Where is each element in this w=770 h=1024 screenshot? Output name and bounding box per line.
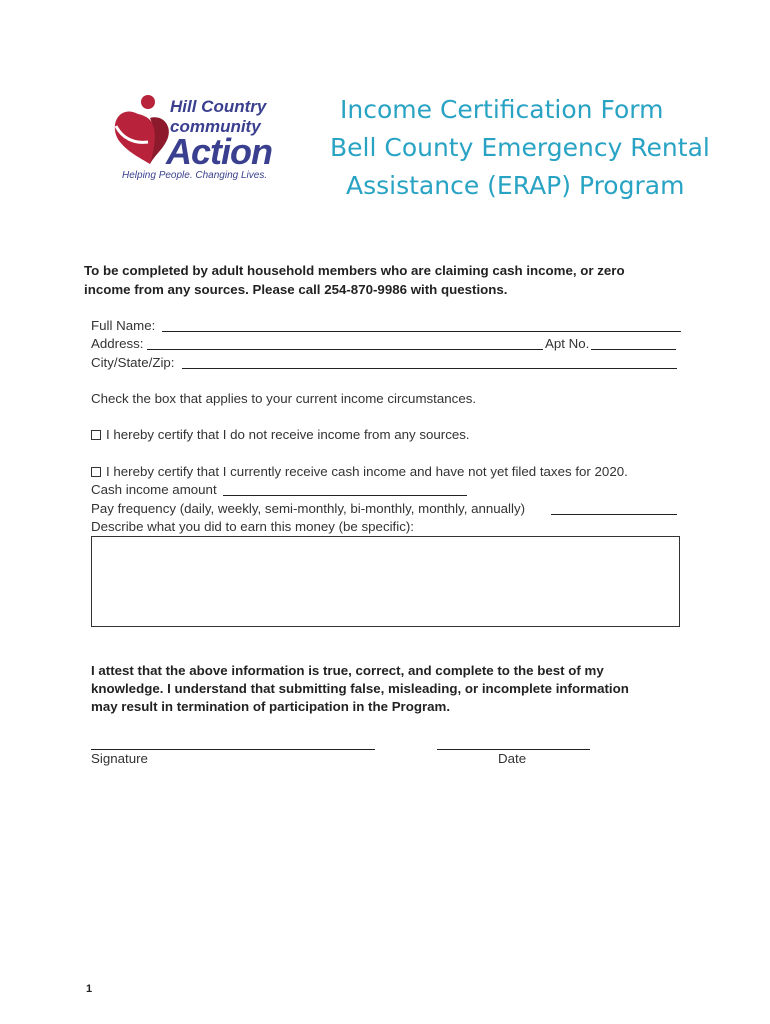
describe-textarea[interactable]	[91, 536, 680, 627]
form-title: Income Certification Form	[340, 95, 664, 124]
program-title-line1: Bell County Emergency Rental	[330, 133, 710, 162]
logo-head-icon	[141, 95, 155, 109]
cash-income-option-label: I hereby certify that I currently receive cash income and have not yet filed taxes for 2020.	[106, 464, 628, 479]
intro-text-line2: income from any sources. Please call 254-870-9986 with questions.	[84, 282, 508, 297]
cash-income-option	[91, 464, 628, 479]
signature-field[interactable]	[91, 737, 375, 750]
logo-text-line3: Action	[166, 131, 272, 172]
logo-heart-icon	[115, 112, 157, 164]
address-field[interactable]	[147, 336, 543, 350]
apt-label: Apt No.	[545, 336, 590, 351]
intro-text-line1: To be completed by adult household members who are claiming cash income, or zero	[84, 263, 625, 278]
page-number: 1	[86, 983, 93, 995]
city-state-zip-label: City/State/Zip:	[91, 355, 175, 370]
apt-field[interactable]	[591, 336, 676, 350]
signature-label: Signature	[91, 751, 148, 766]
organization-logo	[108, 92, 290, 182]
date-label: Date	[498, 751, 527, 766]
program-title-line2: Assistance (ERAP) Program	[346, 171, 685, 200]
address-label: Address:	[91, 336, 144, 351]
city-state-zip-field[interactable]	[182, 355, 677, 369]
logo-text-line2: community	[170, 117, 261, 136]
attest-text-line3: may result in termination of participation in the Program.	[91, 699, 451, 714]
cash-amount-field[interactable]	[223, 482, 467, 496]
no-income-checkbox[interactable]	[91, 430, 101, 440]
attest-text-line1: I attest that the above information is true, correct, and complete to the best of my	[91, 663, 604, 678]
full-name-field[interactable]	[162, 318, 681, 332]
describe-label: Describe what you did to earn this money (be specific):	[91, 519, 414, 534]
check-instruction: Check the box that applies to your current income circumstances.	[91, 391, 477, 406]
logo-text-line1: Hill Country	[170, 97, 267, 116]
date-field[interactable]	[437, 737, 590, 750]
no-income-option	[91, 427, 470, 442]
cash-income-checkbox[interactable]	[91, 467, 101, 477]
full-name-label: Full Name:	[91, 318, 156, 333]
attest-text-line2: knowledge. I understand that submitting false, misleading, or incomplete information	[91, 681, 629, 696]
pay-frequency-field[interactable]	[551, 501, 677, 515]
logo-tagline: Helping People. Changing Lives.	[122, 170, 268, 181]
cash-amount-label: Cash income amount	[91, 482, 217, 497]
no-income-option-label: I hereby certify that I do not receive income from any sources.	[106, 427, 470, 442]
pay-frequency-label: Pay frequency (daily, weekly, semi-monthly, bi-monthly, monthly, annually)	[91, 501, 526, 516]
logo-graphic	[108, 92, 290, 182]
